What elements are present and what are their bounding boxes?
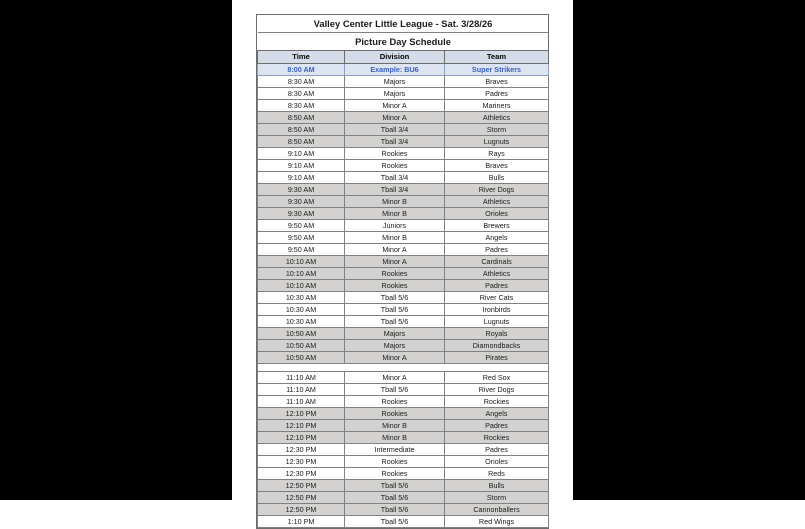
row-team: Rockies	[445, 396, 549, 408]
table-row	[258, 504, 549, 516]
document-page	[232, 0, 573, 526]
row-division: Rookies	[345, 408, 445, 420]
table-row	[258, 492, 549, 504]
row-team: Rays	[445, 148, 549, 160]
row-team: Royals	[445, 328, 549, 340]
row-time: 10:50 AM	[258, 352, 345, 364]
row-time: 9:30 AM	[258, 208, 345, 220]
table-row	[258, 384, 549, 396]
row-time: 9:30 AM	[258, 184, 345, 196]
row-time: 8:30 AM	[258, 76, 345, 88]
row-division: Minor A	[345, 112, 445, 124]
row-team: Brewers	[445, 220, 549, 232]
row-time: 10:50 AM	[258, 328, 345, 340]
document-title-line1: Valley Center Little League - Sat. 3/28/26	[258, 15, 549, 33]
row-division: Rookies	[345, 468, 445, 480]
row-team: Rockies	[445, 432, 549, 444]
row-time: 12:30 PM	[258, 444, 345, 456]
column-header-team: Team	[445, 51, 549, 64]
row-time: 10:10 AM	[258, 280, 345, 292]
example-division: Example: BU6	[345, 64, 445, 76]
table-row	[258, 316, 549, 328]
row-division: Minor A	[345, 372, 445, 384]
row-team: Braves	[445, 76, 549, 88]
row-time: 9:10 AM	[258, 148, 345, 160]
title-row-secondary	[258, 33, 549, 51]
row-team: Red Sox	[445, 372, 549, 384]
table-row	[258, 232, 549, 244]
table-row	[258, 292, 549, 304]
row-time: 12:10 PM	[258, 420, 345, 432]
row-time: 12:50 PM	[258, 492, 345, 504]
row-team: Bulls	[445, 172, 549, 184]
row-division: Rookies	[345, 396, 445, 408]
row-time: 10:30 AM	[258, 304, 345, 316]
row-division: Rookies	[345, 148, 445, 160]
table-row	[258, 444, 549, 456]
row-team: Red Wings	[445, 516, 549, 528]
table-row	[258, 352, 549, 364]
row-time: 10:10 AM	[258, 268, 345, 280]
row-division: Rookies	[345, 456, 445, 468]
column-header-row	[258, 51, 549, 64]
letterbox-left	[0, 0, 232, 500]
table-row	[258, 124, 549, 136]
row-team: Angels	[445, 408, 549, 420]
row-division: Tball 3/4	[345, 136, 445, 148]
row-time: 11:10 AM	[258, 384, 345, 396]
table-row	[258, 420, 549, 432]
table-row	[258, 432, 549, 444]
row-team: Padres	[445, 244, 549, 256]
row-division: Majors	[345, 328, 445, 340]
row-time: 12:30 PM	[258, 456, 345, 468]
row-division: Rookies	[345, 160, 445, 172]
schedule-table-body	[258, 15, 549, 528]
row-team: Lugnuts	[445, 316, 549, 328]
table-row	[258, 328, 549, 340]
row-division: Minor A	[345, 352, 445, 364]
row-division: Minor B	[345, 196, 445, 208]
row-team: Pirates	[445, 352, 549, 364]
row-team: Angels	[445, 232, 549, 244]
row-time: 9:50 AM	[258, 244, 345, 256]
row-team: Storm	[445, 492, 549, 504]
row-time: 8:50 AM	[258, 136, 345, 148]
row-division: Tball 5/6	[345, 516, 445, 528]
title-row-primary	[258, 15, 549, 33]
table-row	[258, 136, 549, 148]
picture-day-schedule-table	[257, 15, 549, 528]
row-team: Storm	[445, 124, 549, 136]
row-time: 8:50 AM	[258, 112, 345, 124]
table-row	[258, 244, 549, 256]
row-time: 11:10 AM	[258, 372, 345, 384]
row-time: 10:50 AM	[258, 340, 345, 352]
table-row	[258, 516, 549, 528]
table-row	[258, 160, 549, 172]
row-team: Mariners	[445, 100, 549, 112]
row-time: 8:50 AM	[258, 124, 345, 136]
example-team: Super Strikers	[445, 64, 549, 76]
row-division: Tball 3/4	[345, 184, 445, 196]
table-row	[258, 396, 549, 408]
row-team: Athletics	[445, 196, 549, 208]
row-division: Minor B	[345, 432, 445, 444]
row-team: Orioles	[445, 456, 549, 468]
row-division: Minor B	[345, 232, 445, 244]
example-time: 8:00 AM	[258, 64, 345, 76]
row-division: Minor A	[345, 244, 445, 256]
row-team: River Cats	[445, 292, 549, 304]
row-time: 9:10 AM	[258, 160, 345, 172]
row-time: 12:50 PM	[258, 480, 345, 492]
table-row	[258, 256, 549, 268]
row-team: Athletics	[445, 268, 549, 280]
row-division: Tball 5/6	[345, 492, 445, 504]
table-row	[258, 480, 549, 492]
row-time: 1:10 PM	[258, 516, 345, 528]
row-team: River Dogs	[445, 384, 549, 396]
table-row	[258, 408, 549, 420]
table-row	[258, 76, 549, 88]
table-row	[258, 456, 549, 468]
schedule-spacer-cell	[258, 364, 549, 372]
row-time: 12:50 PM	[258, 504, 345, 516]
table-row	[258, 172, 549, 184]
table-row	[258, 112, 549, 124]
table-row	[258, 340, 549, 352]
row-division: Minor B	[345, 420, 445, 432]
column-header-time: Time	[258, 51, 345, 64]
row-division: Tball 5/6	[345, 292, 445, 304]
example-row	[258, 64, 549, 76]
letterbox-right	[573, 0, 805, 500]
row-time: 12:10 PM	[258, 432, 345, 444]
row-division: Majors	[345, 88, 445, 100]
row-division: Tball 5/6	[345, 480, 445, 492]
row-time: 8:30 AM	[258, 100, 345, 112]
row-division: Juniors	[345, 220, 445, 232]
row-time: 9:30 AM	[258, 196, 345, 208]
row-time: 12:30 PM	[258, 468, 345, 480]
column-header-division: Division	[345, 51, 445, 64]
row-team: Diamondbacks	[445, 340, 549, 352]
table-row	[258, 372, 549, 384]
row-division: Minor A	[345, 256, 445, 268]
row-division: Rookies	[345, 280, 445, 292]
row-team: Padres	[445, 280, 549, 292]
schedule-sheet	[256, 14, 549, 529]
row-division: Tball 5/6	[345, 316, 445, 328]
row-team: Padres	[445, 88, 549, 100]
row-division: Tball 3/4	[345, 124, 445, 136]
row-team: Cannonballers	[445, 504, 549, 516]
row-division: Majors	[345, 340, 445, 352]
table-row	[258, 304, 549, 316]
row-division: Majors	[345, 76, 445, 88]
row-team: Bulls	[445, 480, 549, 492]
row-team: Reds	[445, 468, 549, 480]
row-time: 8:30 AM	[258, 88, 345, 100]
row-division: Minor B	[345, 208, 445, 220]
row-division: Tball 5/6	[345, 304, 445, 316]
row-division: Tball 5/6	[345, 384, 445, 396]
row-team: Cardinals	[445, 256, 549, 268]
row-team: Padres	[445, 444, 549, 456]
row-time: 11:10 AM	[258, 396, 345, 408]
row-time: 12:10 PM	[258, 408, 345, 420]
table-row	[258, 148, 549, 160]
row-division: Intermediate	[345, 444, 445, 456]
table-row	[258, 220, 549, 232]
table-row	[258, 88, 549, 100]
row-team: River Dogs	[445, 184, 549, 196]
row-team: Ironbirds	[445, 304, 549, 316]
table-row	[258, 468, 549, 480]
row-team: Lugnuts	[445, 136, 549, 148]
row-division: Tball 3/4	[345, 172, 445, 184]
table-row	[258, 100, 549, 112]
document-title-line2: Picture Day Schedule	[258, 33, 549, 51]
row-division: Tball 5/6	[345, 504, 445, 516]
row-team: Padres	[445, 420, 549, 432]
row-time: 9:10 AM	[258, 172, 345, 184]
row-time: 10:30 AM	[258, 316, 345, 328]
row-team: Braves	[445, 160, 549, 172]
row-team: Athletics	[445, 112, 549, 124]
row-time: 10:10 AM	[258, 256, 345, 268]
row-team: Orioles	[445, 208, 549, 220]
row-time: 9:50 AM	[258, 232, 345, 244]
row-time: 10:30 AM	[258, 292, 345, 304]
table-row	[258, 208, 549, 220]
table-row	[258, 268, 549, 280]
row-time: 9:50 AM	[258, 220, 345, 232]
table-row	[258, 280, 549, 292]
table-row	[258, 184, 549, 196]
row-division: Minor A	[345, 100, 445, 112]
table-row	[258, 196, 549, 208]
row-division: Rookies	[345, 268, 445, 280]
schedule-spacer-row	[258, 364, 549, 372]
